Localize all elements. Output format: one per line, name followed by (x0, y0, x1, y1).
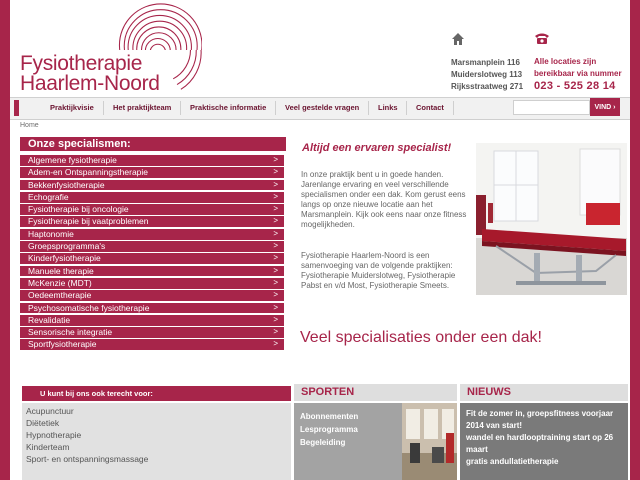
intro-paragraph-1: In onze praktijk bent u in goede handen. Jarenlange ervaring en veel verschillende specialismen onder een dak. Kom gerust eens langs op onze nieuwe locatie aan het Marsmanplein. Kijk ook eens naar onze fitness mogelijkheden. (301, 170, 467, 229)
nav-divider (180, 101, 181, 115)
specialism-item[interactable] (20, 204, 284, 215)
specialism-item[interactable] (20, 266, 284, 277)
logo-text-line2: Haarlem-Noord (20, 72, 160, 95)
nieuws-title: NIEUWS (460, 384, 628, 401)
chevron-right-icon: > (273, 241, 278, 251)
treatment-room-photo (476, 143, 627, 295)
chevron-right-icon: > (273, 167, 278, 177)
specialism-item[interactable] (20, 180, 284, 191)
list-item[interactable]: Acupunctuur (26, 406, 74, 416)
chevron-right-icon: > (273, 204, 278, 214)
specialism-label: Algemene fysiotherapie (28, 155, 117, 165)
chevron-right-icon: > (273, 191, 278, 201)
list-item[interactable]: Begeleiding (300, 438, 346, 447)
chevron-right-icon: > (273, 216, 278, 226)
nav-item-contact[interactable]: Contact (416, 103, 444, 112)
specialism-item[interactable] (20, 339, 284, 350)
specialism-item[interactable] (20, 315, 284, 326)
nav-item-praktijkvisie[interactable]: Praktijkvisie (50, 103, 94, 112)
sporten-list (300, 410, 358, 449)
news-item[interactable]: wandel en hardlooptraining start op 26 maart (466, 433, 614, 454)
breadcrumb[interactable]: Home (20, 122, 39, 129)
specialisms-list (20, 155, 284, 352)
nav-accent-bar (14, 100, 19, 116)
gym-photo (402, 403, 457, 480)
nieuws-list (466, 408, 626, 468)
list-item[interactable]: Hypnotherapie (26, 429, 82, 440)
news-item[interactable]: gratis andullatietherapie (466, 457, 559, 466)
specialism-label: Manuele therapie (28, 265, 94, 276)
specialism-label: Kinderfysiotherapie (28, 253, 101, 264)
chevron-right-icon: > (273, 339, 278, 349)
chevron-right-icon: > (273, 314, 278, 324)
nav-divider (368, 101, 369, 115)
specialism-label: Psychosomatische fysiotherapie (28, 302, 150, 313)
list-item[interactable]: Sport- en ontspanningsmassage (26, 453, 149, 464)
intro-title: Altijd een ervaren specialist! (302, 142, 452, 154)
specialism-item[interactable] (20, 303, 284, 314)
sporten-title: SPORTEN (294, 384, 457, 401)
search-input[interactable] (513, 100, 590, 115)
nav-divider (103, 101, 104, 115)
specialism-item[interactable] (20, 167, 284, 178)
specialism-label: Haptonomie (28, 228, 74, 239)
intro-paragraph-2: Fysiotherapie Haarlem-Noord is een samenvoeging van de volgende praktijken: Fysiotherapie Muiderslotweg, Fysiotherapie Pabst en v/d Most, Fysiotherapie Smeets. (301, 251, 456, 290)
list-item[interactable]: Kinderteam (26, 441, 70, 452)
address-muiderslotweg: Muiderslotweg 113 (451, 70, 523, 79)
specialism-label: Fysiotherapie bij oncologie (28, 204, 129, 215)
chevron-right-icon: > (273, 302, 278, 312)
chevron-right-icon: > (273, 155, 278, 164)
page (10, 0, 630, 480)
specialism-item[interactable] (20, 278, 284, 289)
specialism-item[interactable] (20, 253, 284, 264)
chevron-right-icon: > (273, 327, 278, 337)
specialism-label: McKenzie (MDT) (28, 277, 92, 288)
phone-icon (534, 31, 550, 45)
nav-divider (453, 101, 454, 115)
search-button[interactable]: VIND › (590, 98, 620, 116)
specialism-item[interactable] (20, 229, 284, 240)
extra-services-list (26, 406, 148, 465)
nav-item-praktijkteam[interactable]: Het praktijkteam (113, 103, 172, 112)
specialism-label: Groepsprogramma's (28, 241, 106, 252)
specialism-item[interactable] (20, 192, 284, 203)
chevron-right-icon: > (273, 253, 278, 263)
slogan-text: Veel specialisaties onder een dak! (300, 329, 542, 346)
locations-text-line1: Alle locaties zijn (534, 57, 597, 66)
logo-text-line1: Fysiotherapie (20, 52, 143, 75)
specialism-label: Revalidatie (28, 314, 71, 325)
address-marsmanplein: Marsmanplein 116 (451, 58, 520, 67)
specialism-item[interactable] (20, 327, 284, 338)
chevron-right-icon: > (273, 228, 278, 238)
chevron-right-icon: > (273, 179, 278, 189)
specialism-label: Adem-en Ontspanningstherapie (28, 167, 149, 178)
specialism-item[interactable] (20, 155, 284, 166)
home-icon (451, 32, 465, 46)
specialism-label: Sportfysiotherapie (28, 339, 97, 350)
specialism-item[interactable] (20, 290, 284, 301)
chevron-right-icon: > (273, 277, 278, 287)
specialism-label: Sensorische integratie (28, 327, 113, 338)
specialism-label: Oedeemtherapie (28, 290, 92, 301)
nav-divider (275, 101, 276, 115)
locations-text-line2: bereikbaar via nummer (534, 69, 622, 78)
chevron-right-icon: > (273, 290, 278, 300)
chevron-right-icon: > (273, 265, 278, 275)
list-item[interactable]: Lesprogramma (300, 425, 358, 434)
list-item[interactable]: Diëtetiek (26, 417, 60, 428)
nav-item-veel-gestelde-vragen[interactable]: Veel gestelde vragen (285, 103, 360, 112)
extra-services-title: U kunt bij ons ook terecht voor: (22, 386, 291, 401)
specialism-item[interactable] (20, 241, 284, 252)
nav-divider (406, 101, 407, 115)
nav-item-praktische-informatie[interactable]: Praktische informatie (190, 103, 267, 112)
specialism-item[interactable] (20, 216, 284, 227)
list-item[interactable]: Abonnementen (300, 412, 359, 421)
specialism-label: Fysiotherapie bij vaatproblemen (28, 216, 149, 227)
news-item[interactable]: Fit de zomer in, groepsfitness voorjaar 2014 van start! (466, 409, 614, 430)
address-rijksstraatweg: Rijksstraatweg 271 (451, 82, 524, 91)
specialism-label: Echografie (28, 191, 69, 202)
specialisms-title: Onze specialismen: (20, 137, 286, 151)
specialism-label: Bekkenfysiotherapie (28, 179, 105, 190)
phone-number[interactable]: 023 - 525 28 14 (534, 80, 616, 92)
nav-item-links[interactable]: Links (378, 103, 398, 112)
